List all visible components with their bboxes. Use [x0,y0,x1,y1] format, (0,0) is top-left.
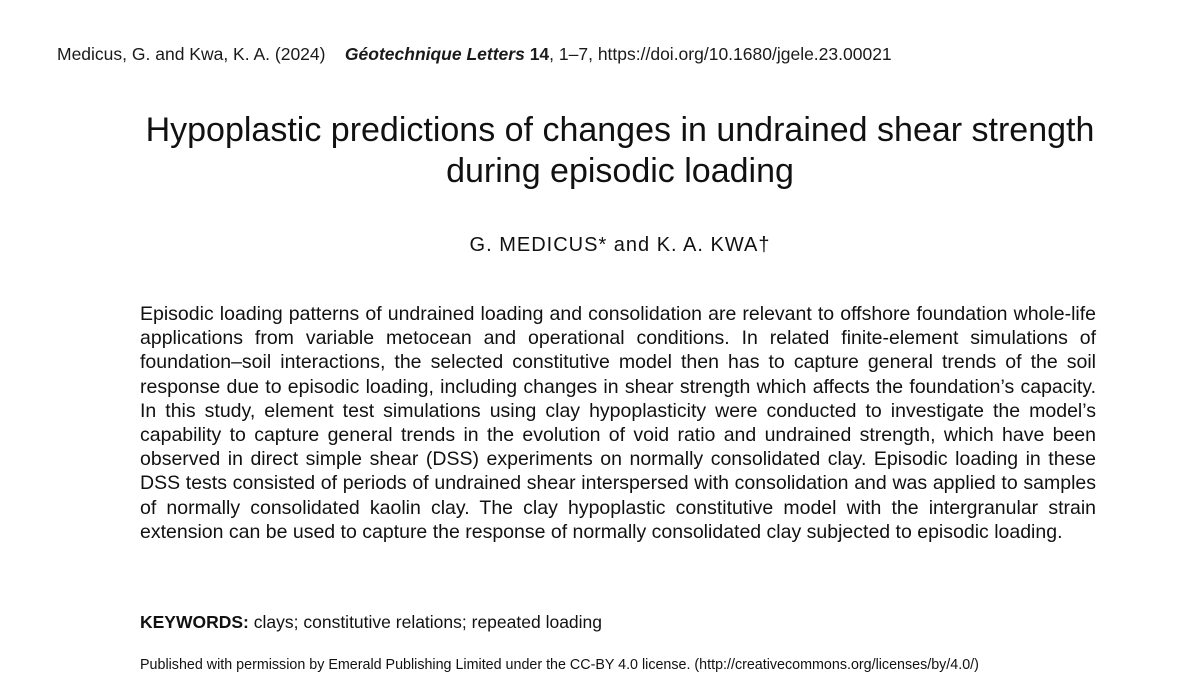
keywords [140,612,602,633]
paper-title-line-2: during episodic loading [446,152,794,190]
citation-volume: 14 [529,44,550,64]
license-notice: Published with permission by Emerald Publishing Limited under the CC-BY 4.0 license. (http://creativecommons.org/licenses/by/4.0/) [140,657,979,673]
citation-line [57,44,892,65]
keywords-label: KEYWORDS: [140,612,249,632]
paper-title [20,110,1200,192]
citation-authors: Medicus, G. and Kwa, K. A. (2024) [57,44,326,64]
author-list: G. MEDICUS* and K. A. KWA† [469,234,771,256]
citation-doi[interactable]: , 1–7, https://doi.org/10.1680/jgele.23.00021 [549,44,892,64]
paper-title-line-1: Hypoplastic predictions of changes in undrained shear strength [145,111,1095,149]
abstract: Episodic loading patterns of undrained loading and consolidation are relevant to offshore foundation whole-life applications from variable metocean and operational conditions. In related finite-element simulations of foundation–soil interactions, the selected constitutive model then has to capture general trends of the soil response due to episodic loading, including changes in shear strength which affects the foundation’s capacity. In this study, element test simulations using clay hypoplasticity were conducted to investigate the model’s capability to capture general trends in the evolution of void ratio and undrained strength, which have been observed in direct simple shear (DSS) experiments on normally consolidated clay. Episodic loading in these DSS tests consisted of periods of undrained shear interspersed with consolidation and was applied to samples of normally consolidated kaolin clay. The clay hypoplastic constitutive model with the intergranular strain extension can be used to capture the response of normally consolidated clay subjected to episodic loading. [140,303,1096,543]
keywords-text: clays; constitutive relations; repeated loading [248,612,603,632]
citation-journal: Géotechnique Letters [344,44,525,64]
